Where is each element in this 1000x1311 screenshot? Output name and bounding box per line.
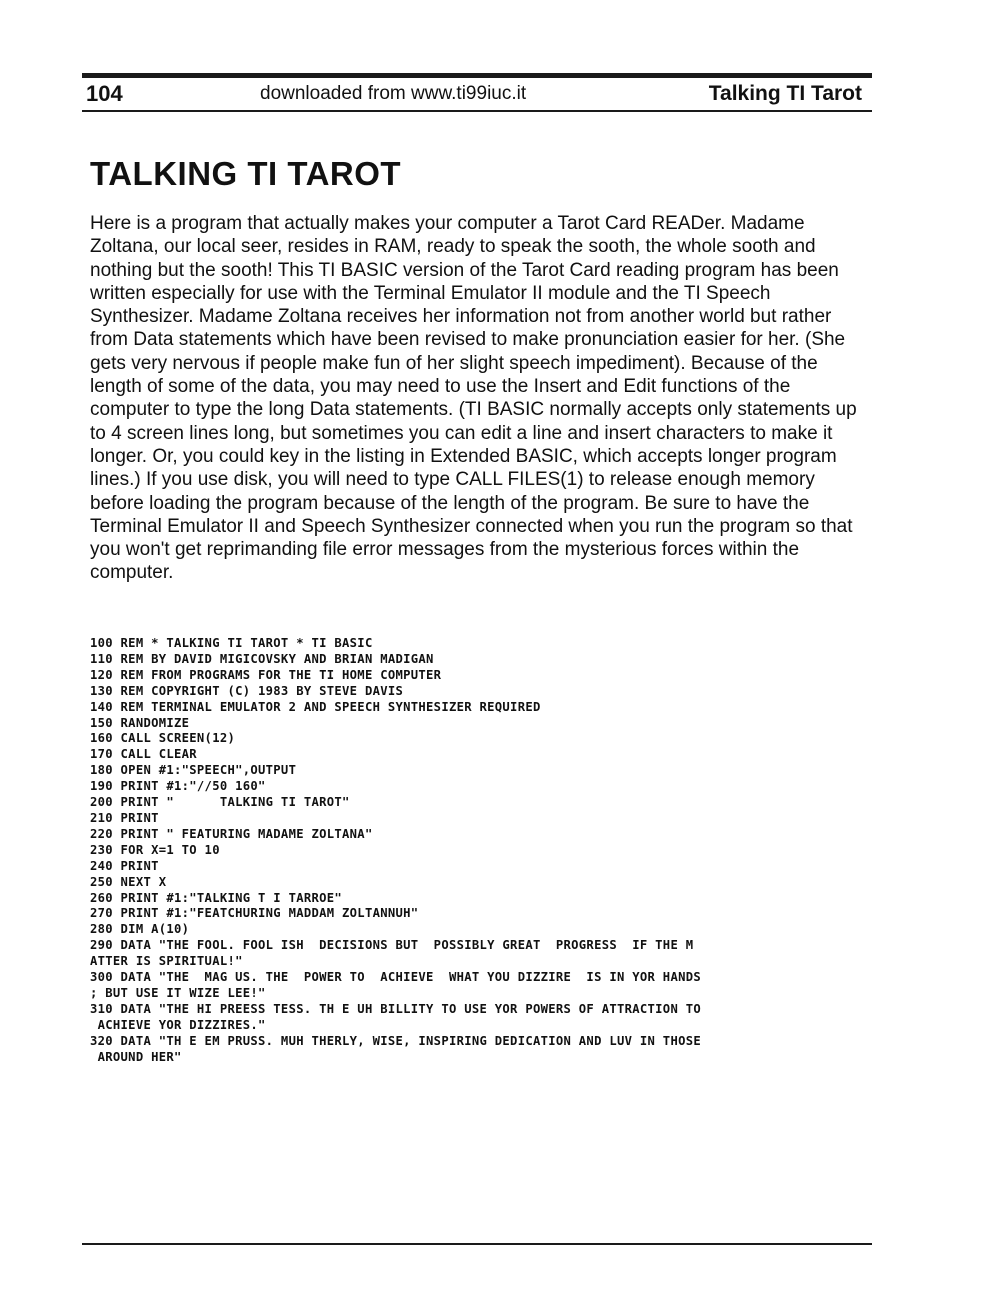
listing-line: 300 DATA "THE MAG US. THE POWER TO ACHIEVE WHAT YOU DIZZIRE IS IN YOR HANDS (90, 970, 701, 985)
listing-line: 190 PRINT #1:"//50 160" (90, 779, 266, 794)
footer-rule (82, 1243, 872, 1245)
listing-line: 170 CALL CLEAR (90, 747, 197, 762)
listing-line: 260 PRINT #1:"TALKING T I TARROE" (90, 890, 343, 905)
article-title: TALKING TI TAROT (90, 155, 402, 192)
page-number: 104 (86, 81, 123, 106)
page-header (82, 81, 872, 111)
listing-line: 150 RANDOMIZE (90, 715, 190, 730)
listing-line: 210 PRINT (90, 810, 159, 825)
listing-line: 220 PRINT " FEATURING MADAME ZOLTANA" (90, 826, 373, 841)
listing-line: 120 REM FROM PROGRAMS FOR THE TI HOME COMPUTER (90, 667, 442, 682)
listing-line: 320 DATA "TH E EM PRUSS. MUH THERLY, WISE, INSPIRING DEDICATION AND LUV IN THOSE (90, 1033, 701, 1048)
listing-line: 110 REM BY DAVID MIGICOVSKY AND BRIAN MADIGAN (90, 651, 434, 666)
listing-line: 270 PRINT #1:"FEATCHURING MADDAM ZOLTANNUH" (90, 906, 419, 921)
header-top-rule (82, 73, 872, 78)
listing-line: 130 REM COPYRIGHT (C) 1983 BY STEVE DAVIS (90, 683, 404, 698)
listing-line: 100 REM * TALKING TI TAROT * TI BASIC (90, 636, 373, 650)
listing-line: 140 REM TERMINAL EMULATOR 2 AND SPEECH SYNTHESIZER REQUIRED (90, 699, 541, 714)
listing-line: AROUND HER" (90, 1049, 182, 1064)
listing-line: 200 PRINT " TALKING TI TAROT" (90, 795, 350, 810)
listing-line: 180 OPEN #1:"SPEECH",OUTPUT (90, 763, 297, 778)
program-listing (90, 636, 870, 1065)
listing-line: 310 DATA "THE HI PREESS TESS. TH E UH BILLITY TO USE YOR POWERS OF ATTRACTION TO (90, 1001, 701, 1016)
listing-line: 280 DIM A(10) (90, 922, 190, 937)
listing-line: ATTER IS SPIRITUAL!" (90, 954, 243, 969)
intro-paragraph: Here is a program that actually makes your computer a Tarot Card READer. Madame Zoltana, our local seer, resides in RAM, ready to speak the sooth, the whole sooth and nothing but the sooth! This TI BASIC version of the Tarot Card reading program has been written especially for use with the Terminal Emulator II module and the TI Speech Synthesizer. Madame Zoltana receives her information not from another world but rather from Data statements which have been revised to make pronunciation easier for her. (She gets very nervous if people make fun of her slight speech impediment). Because of the length of some of the data, you may need to use the Insert and Edit functions of the computer to type the long Data statements. (TI BASIC normally accepts only statements up to 4 screen lines long, but sometimes you can edit a line and insert characters to make it longer. Or, you could key in the listing in Extended BASIC, which accepts longer program lines.) If you use disk, you will need to type CALL FILES(1) to release enough memory before loading the program because of the length of the program. Be sure to have the Terminal Emulator II and Speech Synthesizer connected when you run the program so that you won't get reprimanding file error messages from the mysterious forces within the computer. (90, 213, 857, 584)
source-line: downloaded from www.ti99iuc.it (260, 83, 527, 104)
listing-line: 240 PRINT (90, 858, 159, 873)
listing-line: 160 CALL SCREEN(12) (90, 731, 236, 746)
listing-line: 290 DATA "THE FOOL. FOOL ISH DECISIONS BUT POSSIBLY GREAT PROGRESS IF THE M (90, 938, 694, 953)
listing-line: ACHIEVE YOR DIZZIRES." (90, 1017, 266, 1032)
listing-line: 230 FOR X=1 TO 10 (90, 842, 220, 857)
header-bottom-rule (82, 110, 872, 112)
listing-line: 250 NEXT X (90, 874, 167, 889)
running-title: Talking TI Tarot (708, 82, 862, 105)
listing-line: ; BUT USE IT WIZE LEE!" (90, 985, 266, 1000)
